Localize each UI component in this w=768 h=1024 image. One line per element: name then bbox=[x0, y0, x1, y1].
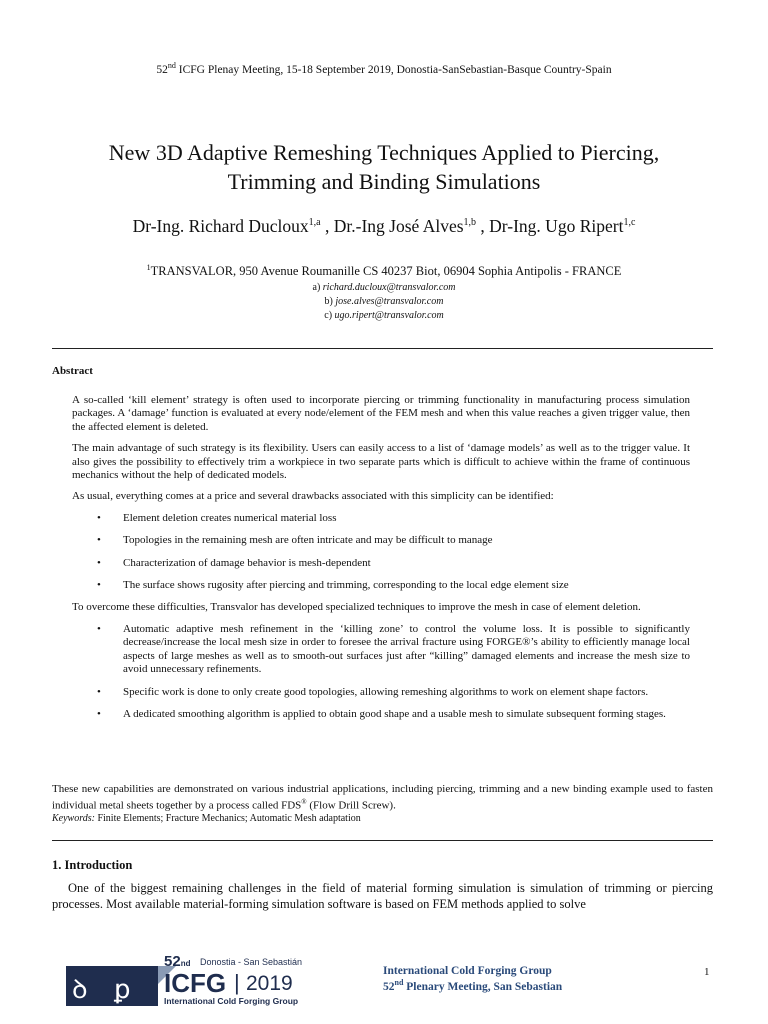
affiliation-mark: 1 bbox=[146, 262, 151, 272]
bullet-icon: • bbox=[97, 707, 101, 720]
icfg-logo bbox=[66, 952, 316, 1008]
email-link[interactable]: ugo.ripert@transvalor.com bbox=[334, 310, 444, 321]
logo-acronym: ICFG bbox=[164, 968, 227, 998]
keywords bbox=[52, 813, 361, 824]
list-item-text: Specific work is done to only create good topologies, allowing remeshing algorithms to work on element shape factors. bbox=[123, 685, 649, 698]
list-item bbox=[72, 557, 690, 570]
author-name: Dr-Ing. Richard Ducloux bbox=[132, 216, 309, 236]
list-item bbox=[72, 708, 690, 721]
abstract-paragraph: A so-called ‘kill element’ strategy is often used to incorporate piercing or trimming functionality in manufacturing process simulation packages. A ‘damage’ function is evaluated at every node/element of the FEM mesh and when this value reaches a given trigger value, then the affected element is deleted. bbox=[72, 394, 690, 433]
author-affiliation-mark: 1,a bbox=[308, 217, 321, 229]
section-heading: 1. Introduction bbox=[52, 858, 133, 872]
conference-header bbox=[0, 61, 768, 76]
list-item-text: The surface shows rugosity after piercing and trimming, corresponding to the local edge element size bbox=[123, 579, 569, 592]
title-line-2: Trimming and Binding Simulations bbox=[227, 169, 541, 194]
author-name: Dr-Ing. Ugo Ripert bbox=[489, 216, 624, 236]
keywords-text: Finite Elements; Fracture Mechanics; Automatic Mesh adaptation bbox=[94, 813, 361, 824]
bullet-icon: • bbox=[97, 622, 101, 635]
footer-organization bbox=[383, 963, 562, 995]
email-link[interactable]: richard.ducloux@transvalor.com bbox=[322, 282, 456, 293]
list-item bbox=[72, 579, 690, 592]
list-item bbox=[72, 686, 690, 699]
affiliation-text: TRANSVALOR, 950 Avenue Roumanille CS 40237 Biot, 06904 Sophia Antipolis - FRANCE bbox=[150, 264, 622, 278]
footer-meeting: 52nd Plenary Meeting, San Sebastian bbox=[383, 978, 563, 993]
list-item-text: A dedicated smoothing algorithm is applied to obtain good shape and a usable mesh to simulate subsequent forming stages. bbox=[123, 707, 666, 720]
keywords-label: Keywords: bbox=[52, 813, 95, 824]
conference-number-suffix: nd bbox=[167, 61, 176, 71]
author-list bbox=[20, 216, 748, 237]
title-line-1: New 3D Adaptive Remeshing Techniques Applied to Piercing, bbox=[108, 140, 660, 165]
abstract-paragraph: To overcome these difficulties, Transvalor has developed specialized techniques to improve the mesh in case of element deletion. bbox=[72, 601, 641, 614]
email-list bbox=[0, 281, 768, 323]
bullet-icon: • bbox=[97, 534, 101, 547]
drawback-list bbox=[72, 512, 690, 593]
email-label: a) bbox=[312, 282, 321, 293]
conference-number: 52 bbox=[156, 64, 168, 76]
logo-place: Donostia - San Sebastián bbox=[200, 957, 303, 967]
email-label: c) bbox=[324, 310, 333, 321]
bullet-icon: • bbox=[97, 685, 101, 698]
author-affiliation-mark: 1,c bbox=[623, 217, 636, 229]
logo-year: 2019 bbox=[246, 972, 293, 995]
author-separator: , bbox=[320, 216, 334, 236]
abstract-bottom-rule bbox=[52, 840, 713, 841]
email-entry bbox=[0, 309, 768, 323]
bullet-icon: • bbox=[97, 579, 101, 592]
list-item-text: Automatic adaptive mesh refinement in the ‘killing zone’ to control the volume loss. It is possible to significantly decrease/increase the local mesh size in order to foresee the arrival fracture using FORGE®’s ability to efficiently manage local aspects of large meshes as well as to smooth-out surfaces just after “killing” damaged elements and increase the mesh size to avoid unnecessary refinements. bbox=[123, 622, 690, 676]
author-separator: , bbox=[476, 216, 490, 236]
abstract-paragraph: As usual, everything comes at a price and several drawbacks associated with this simplicity can be identified: bbox=[72, 490, 554, 503]
page-number: 1 bbox=[704, 966, 710, 978]
email-link[interactable]: jose.alves@transvalor.com bbox=[335, 296, 444, 307]
abstract-heading: Abstract bbox=[52, 365, 93, 377]
bullet-icon: • bbox=[97, 511, 101, 524]
list-item bbox=[72, 623, 690, 677]
list-item-text: Characterization of damage behavior is mesh-dependent bbox=[123, 556, 371, 569]
paper-title bbox=[40, 138, 728, 196]
registered-mark: ® bbox=[301, 798, 307, 807]
abstract-paragraph: The main advantage of such strategy is its flexibility. Users can easily access to a list of ‘damage models’ as well as to the trigger value. It also gives the possibility to effectively trim a workpiece in two separate parts which is difficult to achieve within the frame of continuous mechanics without the help of dedicated models. bbox=[72, 442, 690, 482]
list-item-text: Element deletion creates numerical material loss bbox=[123, 511, 337, 524]
author-name: Dr.-Ing José Alves bbox=[333, 216, 464, 236]
abstract-top-rule bbox=[52, 348, 713, 349]
technique-list bbox=[72, 623, 690, 721]
section-body: One of the biggest remaining challenges in the field of material forming simulation is simulation of trimming or piercing processes. Most available material-forming simulation software is based on FEM methods applied to solve bbox=[52, 881, 713, 911]
list-item-text: Topologies in the remaining mesh are often intricate and may be difficult to manage bbox=[123, 534, 493, 547]
logo-subtitle: International Cold Forging Group bbox=[164, 996, 299, 1006]
conclusion-text-end: (Flow Drill Screw). bbox=[306, 800, 396, 813]
conclusion-text: These new capabilities are demonstrated on various industrial applications, including piercing, trimming and a new binding example used to fasten individual metal sheets together by a process called FDS bbox=[52, 783, 713, 813]
abstract-body bbox=[72, 394, 690, 730]
email-label: b) bbox=[324, 296, 333, 307]
abstract-paragraph bbox=[52, 783, 713, 813]
logo-divider: | bbox=[234, 970, 240, 995]
footer-org-name: International Cold Forging Group bbox=[383, 965, 552, 977]
list-item bbox=[72, 534, 690, 547]
logo-number: 52nd bbox=[164, 953, 191, 970]
logo-symbol-2: ꝑ bbox=[114, 975, 131, 1005]
list-item bbox=[72, 512, 690, 525]
email-entry bbox=[0, 281, 768, 295]
author-affiliation-mark: 1,b bbox=[463, 217, 477, 229]
affiliation bbox=[0, 264, 768, 279]
abstract-conclusion bbox=[52, 783, 713, 813]
conference-details: ICFG Plenay Meeting, 15-18 September 2019, Donostia-SanSebastian-Basque Country-Spain bbox=[175, 64, 612, 76]
logo-symbol-1: ꝺ bbox=[72, 975, 88, 1005]
email-entry bbox=[0, 295, 768, 309]
bullet-icon: • bbox=[97, 556, 101, 569]
